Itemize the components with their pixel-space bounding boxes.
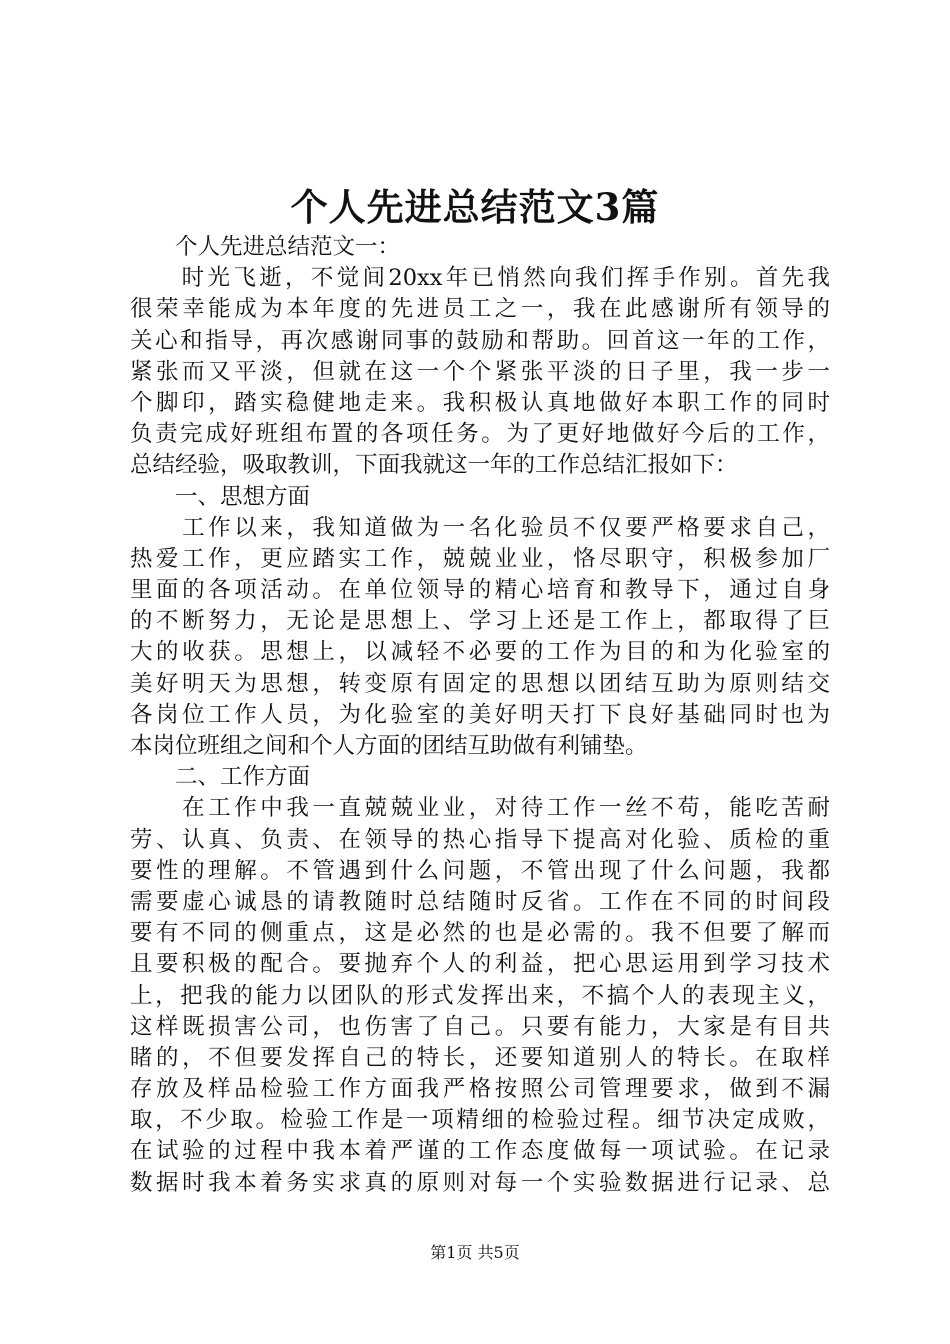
paragraph-line: 本岗位班组之间和个人方面的团结互助做有利铺垫。 <box>130 733 648 759</box>
paragraph-line: 要性的理解。不管遇到什么问题，不管出现了什么问题，我都 <box>130 857 830 884</box>
document-body <box>130 232 830 1199</box>
paragraph-line: 劳、认真、负责、在领导的热心指导下提高对化验、质检的重 <box>130 826 830 853</box>
document-title: 个人先进总结范文3篇 <box>290 185 660 229</box>
paragraph-line: 个人先进总结范文一： <box>130 234 401 260</box>
paragraph-line: 取，不少取。检验工作是一项精细的检验过程。细节决定成败， <box>130 1107 830 1134</box>
paragraph-line: 的不断努力，无论是思想上、学习上还是工作上，都取得了巨 <box>130 608 830 635</box>
paragraph-line: 在试验的过程中我本着严谨的工作态度做每一项试验。在记录 <box>130 1138 830 1165</box>
paragraph-line: 二、工作方面 <box>130 764 311 791</box>
paragraph-line: 这样既损害公司，也伤害了自己。只要有能力，大家是有目共 <box>130 1013 830 1040</box>
paragraph-line: 很荣幸能成为本年度的先进员工之一，我在此感谢所有领导的 <box>130 296 830 323</box>
paragraph-line: 大的收获。思想上，以减轻不必要的工作为目的和为化验室的 <box>130 639 830 666</box>
paragraph-line: 总结经验，吸取教训，下面我就这一年的工作总结汇报如下： <box>130 452 738 479</box>
paragraph-line: 里面的各项活动。在单位领导的精心培育和教导下，通过自身 <box>130 577 830 604</box>
paragraph-line: 个脚印，踏实稳健地走来。我积极认真地做好本职工作的同时 <box>130 389 830 416</box>
paragraph-line: 热爱工作，更应踏实工作，兢兢业业，恪尽职守，积极参加厂 <box>130 545 830 572</box>
paragraph-line: 时光飞逝，不觉间20xx年已悄然向我们挥手作别。首先我 <box>130 265 830 292</box>
paragraph-line: 负责完成好班组布置的各项任务。为了更好地做好今后的工作， <box>130 421 830 448</box>
paragraph-line: 上，把我的能力以团队的形式发挥出来，不搞个人的表现主义， <box>130 982 830 1009</box>
paragraph-line: 关心和指导，再次感谢同事的鼓励和帮助。回首这一年的工作， <box>130 327 830 354</box>
paragraph-line: 需要虚心诚恳的请教随时总结随时反省。工作在不同的时间段 <box>130 888 830 915</box>
paragraph-line: 存放及样品检验工作方面我严格按照公司管理要求，做到不漏 <box>130 1076 830 1103</box>
paragraph-line: 在工作中我一直兢兢业业，对待工作一丝不苟，能吃苦耐 <box>130 795 830 822</box>
paragraph-line: 要有不同的侧重点，这是必然的也是必需的。我不但要了解而 <box>130 920 830 947</box>
paragraph-line: 且要积极的配合。要抛弃个人的利益，把心思运用到学习技术 <box>130 951 830 978</box>
paragraph-line: 一、思想方面 <box>130 483 311 510</box>
paragraph-line: 工作以来，我知道做为一名化验员不仅要严格要求自己， <box>130 514 830 541</box>
paragraph-line: 各岗位工作人员，为化验室的美好明天打下良好基础同时也为 <box>130 701 830 728</box>
paragraph-line: 数据时我本着务实求真的原则对每一个实验数据进行记录、总 <box>130 1169 830 1196</box>
page-footer: 第1页 共5页 <box>430 1243 520 1262</box>
paragraph-line: 美好明天为思想，转变原有固定的思想以团结互助为原则结交 <box>130 670 830 697</box>
paragraph-line: 睹的，不但要发挥自己的特长，还要知道别人的特长。在取样 <box>130 1044 830 1071</box>
paragraph-line: 紧张而又平淡，但就在这一个个紧张平淡的日子里，我一步一 <box>130 358 830 385</box>
